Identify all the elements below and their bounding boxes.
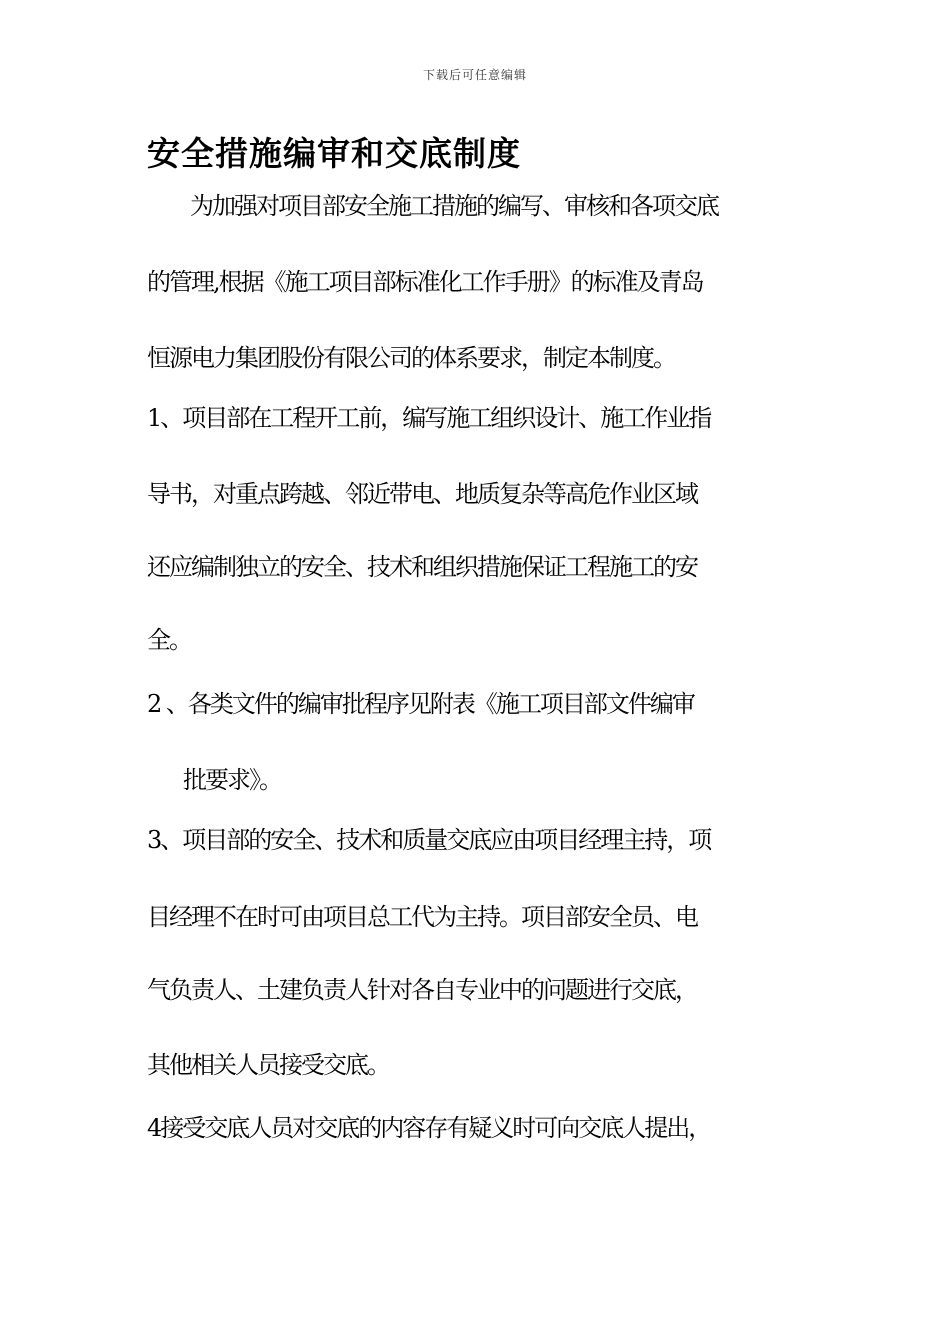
- paragraph-line: 其他相关人员接受交底。: [147, 1051, 389, 1079]
- paragraph-line: 批要求》。: [183, 766, 281, 794]
- paragraph-line: 全。: [147, 626, 191, 654]
- paragraph-line: 还应编制独立的安全、技术和组织措施保证工程施工的安: [147, 553, 697, 581]
- paragraph-line: 导书，对重点跨越、邻近带电、地质复杂等高危作业区域: [147, 480, 697, 508]
- document-title: 安全措施编审和交底制度: [147, 134, 521, 173]
- paragraph-line: 1、项目部在工程开工前，编写施工组织设计、施工作业指: [147, 404, 711, 432]
- paragraph-line: 恒源电力集团股份有限公司的体系要求，制定本制度。: [147, 344, 675, 372]
- paragraph-line: 2 、各类文件的编审批程序见附表《施工项目部文件编审: [147, 690, 694, 718]
- paragraph-line: 为加强对项目部安全施工措施的编写、审核和各项交底: [190, 192, 718, 220]
- paragraph-line: 的管理,根据《施工项目部标准化工作手册》的标准及青岛: [147, 268, 703, 296]
- paragraph-line: 气负责人、土建负责人针对各自专业中的问题进行交底，: [147, 976, 697, 1004]
- paragraph-line: 4接受交底人员对交底的内容存有疑义时可向交底人提出，: [147, 1114, 711, 1142]
- paragraph-line: 目经理不在时可由项目总工代为主持。项目部安全员、电: [147, 903, 697, 931]
- page-header: 下载后可任意编辑: [422, 68, 527, 82]
- paragraph-line: 3、项目部的安全、技术和质量交底应由项目经理主持，项: [147, 826, 711, 854]
